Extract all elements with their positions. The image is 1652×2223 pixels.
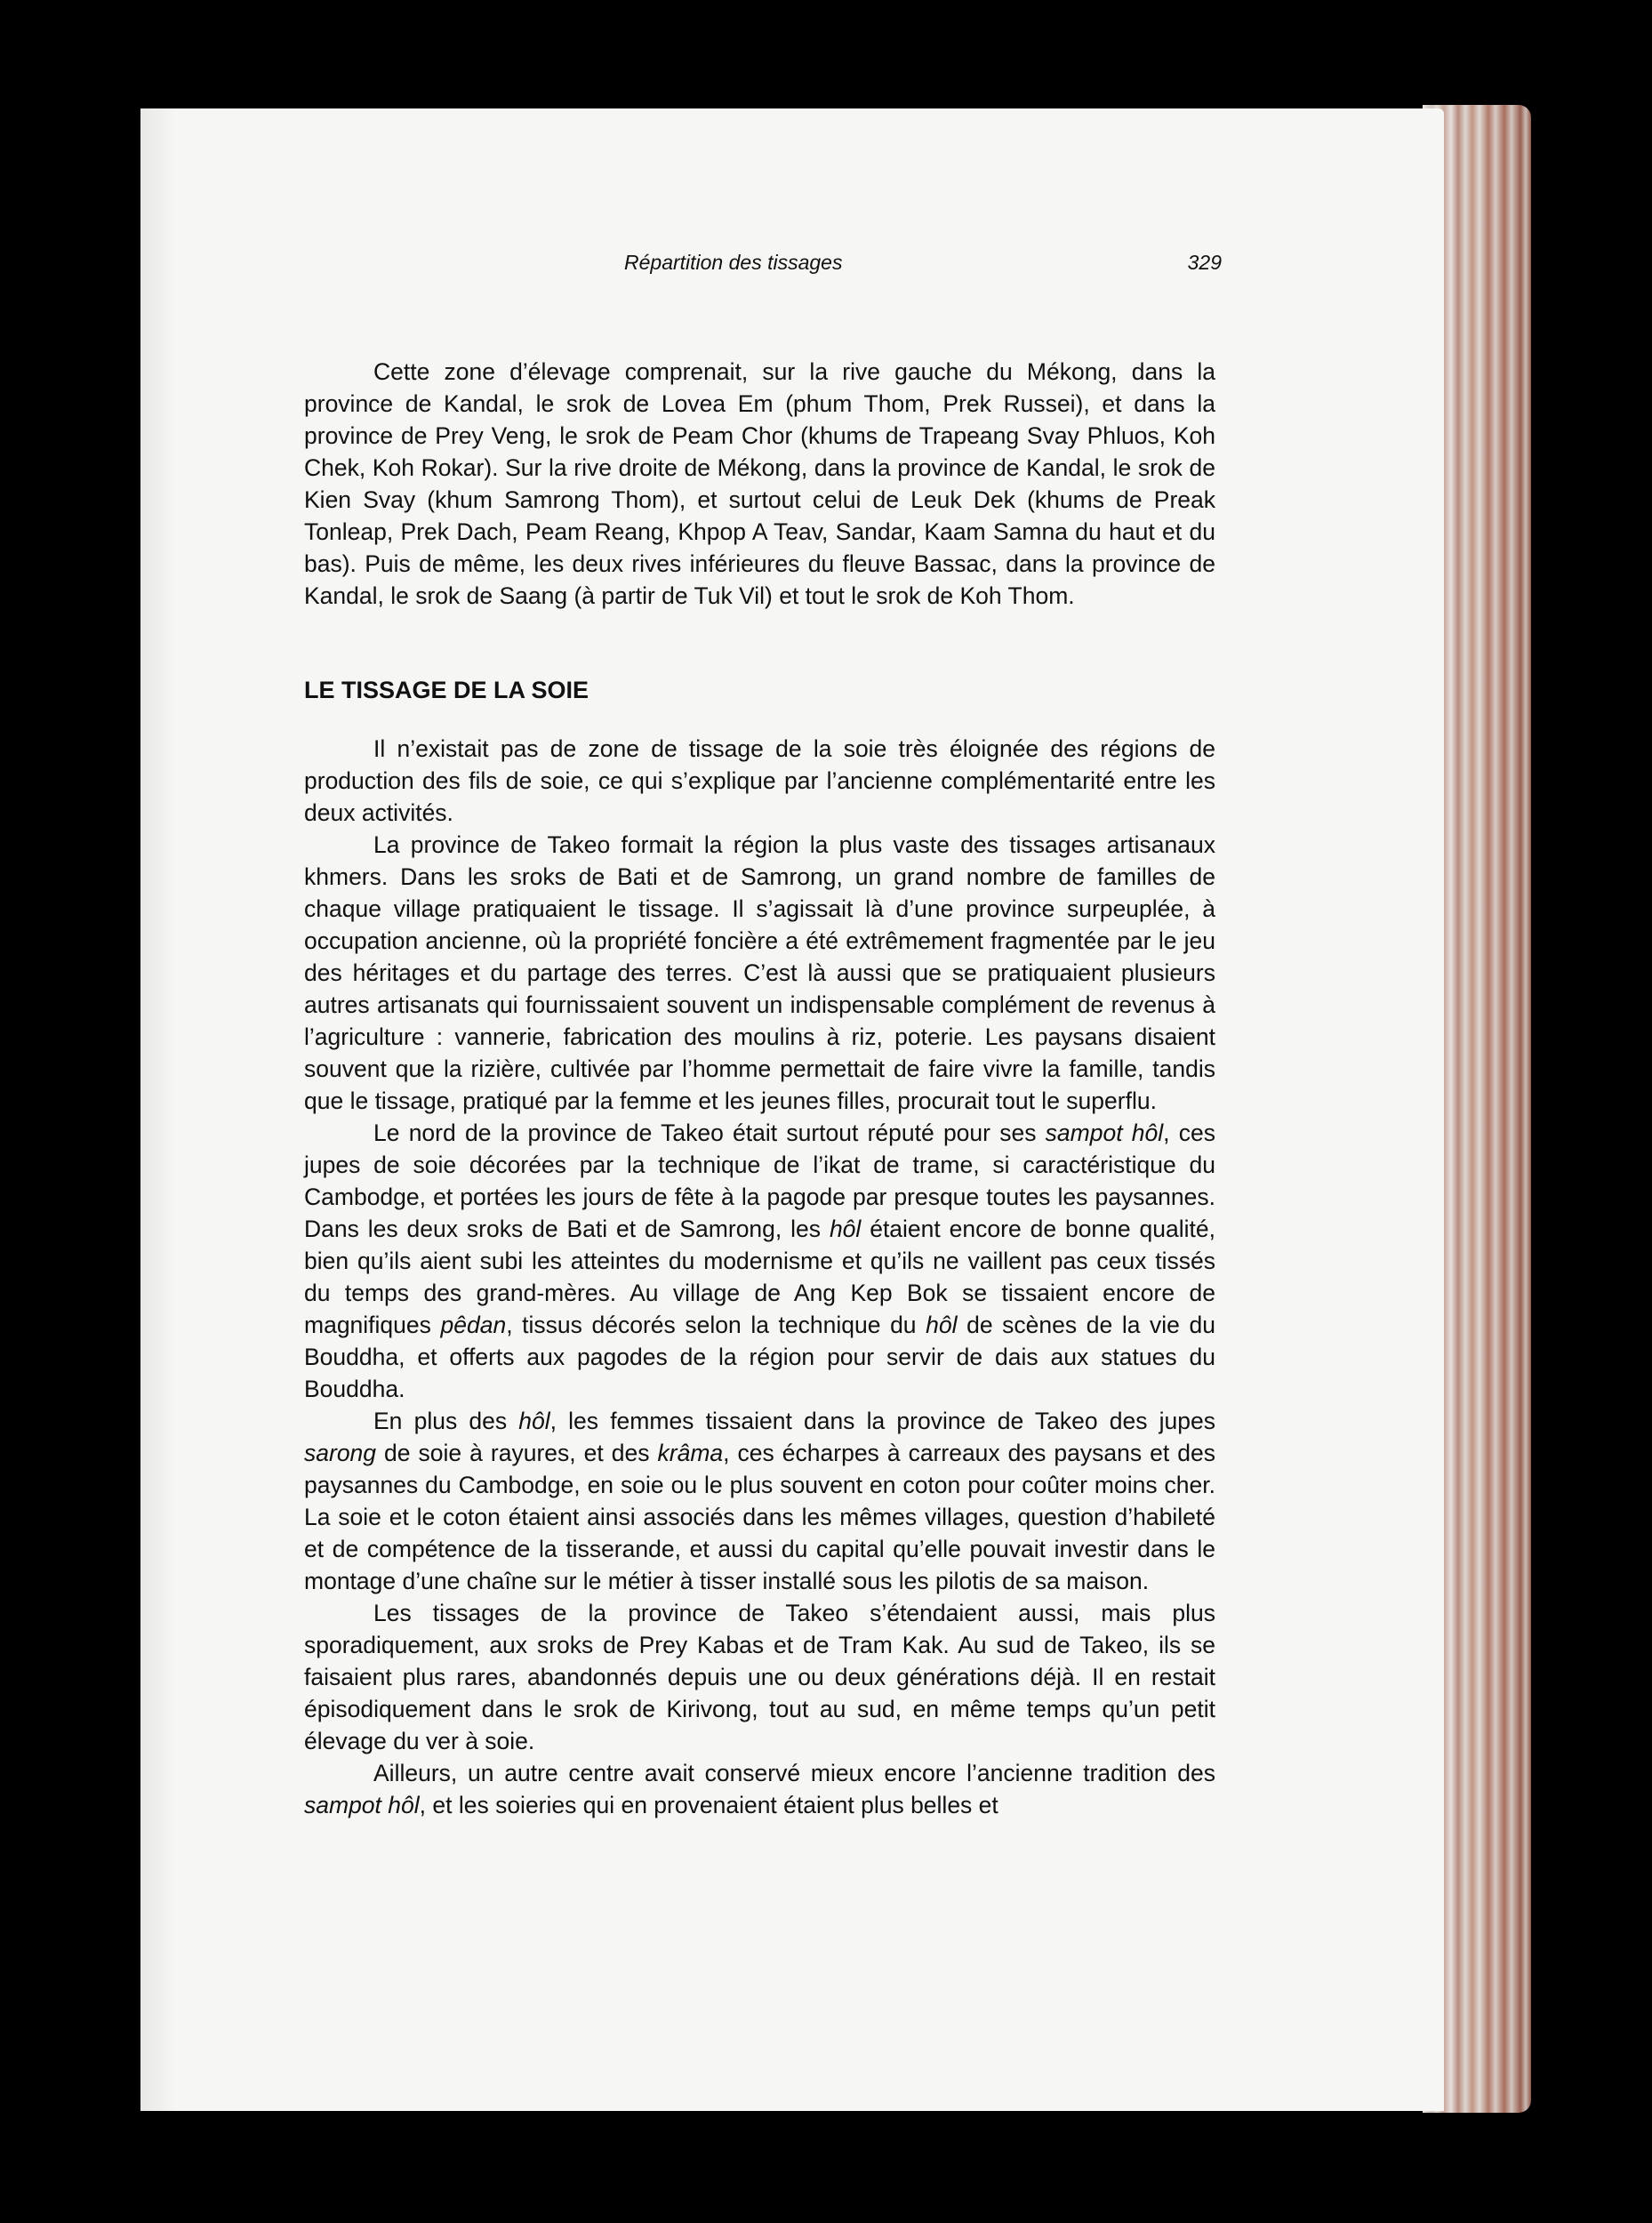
italic-term: krâma (657, 1440, 724, 1466)
running-header (304, 251, 1222, 277)
italic-term: sarong (304, 1440, 377, 1466)
italic-term: hôl (829, 1216, 862, 1242)
italic-term: sampot hôl (304, 1792, 420, 1818)
italic-term: hôl (926, 1312, 958, 1338)
section-heading: LE TISSAGE DE LA SOIE (304, 677, 589, 703)
paragraph-7: Ailleurs, un autre centre avait conservé mieux encore l’ancienne tradition des sampot hôl, et les soieries qui en provenaient étaient plus belles et (304, 1760, 1215, 1818)
page-number: 329 (1187, 251, 1222, 274)
body-text (304, 356, 1215, 1821)
running-title: Répartition des tissages (624, 251, 843, 274)
paragraph-3: La province de Takeo formait la région la plus vaste des tissages artisanaux khmers. Dans les sroks de Bati et de Samrong, un grand nombre de familles de chaque village pratiquaient le tissage. Il s’agissait là d’une province surpeuplée, à occupation ancienne, où la propriété foncière a été extrêmement fragmentée par le jeu des héritages et du partage des terres. C’est là aussi que se pratiquaient plusieurs autres artisanats qui fournissaient souvent un indispensable complément de revenus à l’agriculture : vannerie, fabrication des moulins à riz, poterie. Les paysans disaient souvent que la rizière, cultivée par l’homme permettait de faire vivre la famille, tandis que le tissage, pratiqué par la femme et les jeunes filles, procurait tout le superflu. (304, 831, 1215, 1114)
paragraph-4: Le nord de la province de Takeo était surtout réputé pour ses sampot hôl, ces jupes de soie décorées par la technique de l’ikat de trame, si caractéristique du Cambodge, et portées les jours de fête à la pagode par presque toutes les paysannes. Dans les deux sroks de Bati et de Samrong, les hôl étaient encore de bonne qualité, bien qu’ils aient subi les atteintes du modernisme et qu’ils ne vaillent pas ceux tissés du temps des grand-mères. Au village de Ang Kep Bok se tissaient encore de magnifiques pêdan, tissus décorés selon la technique du hôl de scènes de la vie du Bouddha, et offerts aux pagodes de la région pour servir de dais aux statues du Bouddha. (304, 1120, 1215, 1402)
italic-term: sampot hôl (1045, 1120, 1164, 1146)
italic-term: hôl (518, 1408, 550, 1434)
page-gutter-shadow (140, 108, 176, 2111)
paragraph-5: En plus des hôl, les femmes tissaient dans la province de Takeo des jupes sarong de soie à rayures, et des krâma, ces écharpes à carreaux des paysans et des paysannes du Cambodge, en soie ou le plus souvent en coton pour coûter moins cher. La soie et le coton étaient ainsi associés dans les mêmes villages, question d’habileté et de compétence de la tisserande, et aussi du capital qu’elle pouvait investir dans le montage d’une chaîne sur le métier à tisser installé sous les pilotis de sa maison. (304, 1408, 1216, 1594)
paragraph-6: Les tissages de la province de Takeo s’étendaient aussi, mais plus sporadiquement, aux sroks de Prey Kabas et de Tram Kak. Au sud de Takeo, ils se faisaient plus rares, abandonnés depuis une ou deux générations déjà. Il en restait épisodiquement dans le srok de Kirivong, tout au sud, en même temps qu’un petit élevage du ver à soie. (304, 1600, 1215, 1754)
paragraph-1: Cette zone d’élevage comprenait, sur la rive gauche du Mékong, dans la province de Kandal, le srok de Lovea Em (phum Thom, Prek Russei), et dans la province de Prey Veng, le srok de Peam Chor (khums de Trapeang Svay Phluos, Koh Chek, Koh Rokar). Sur la rive droite de Mékong, dans la province de Kandal, le srok de Kien Svay (khum Samrong Thom), et surtout celui de Leuk Dek (khums de Preak Tonleap, Prek Dach, Peam Reang, Khpop A Teav, Sandar, Kaam Samna du haut et du bas). Puis de même, les deux rives inférieures du fleuve Bassac, dans la province de Kandal, le srok de Saang (à partir de Tuk Vil) et tout le srok de Koh Thom. (304, 358, 1215, 609)
italic-term: pêdan (440, 1312, 507, 1338)
paragraph-2: Il n’existait pas de zone de tissage de la soie très éloignée des régions de production des fils de soie, ce qui s’explique par l’ancienne complémentarité entre les deux activités. (304, 735, 1215, 826)
